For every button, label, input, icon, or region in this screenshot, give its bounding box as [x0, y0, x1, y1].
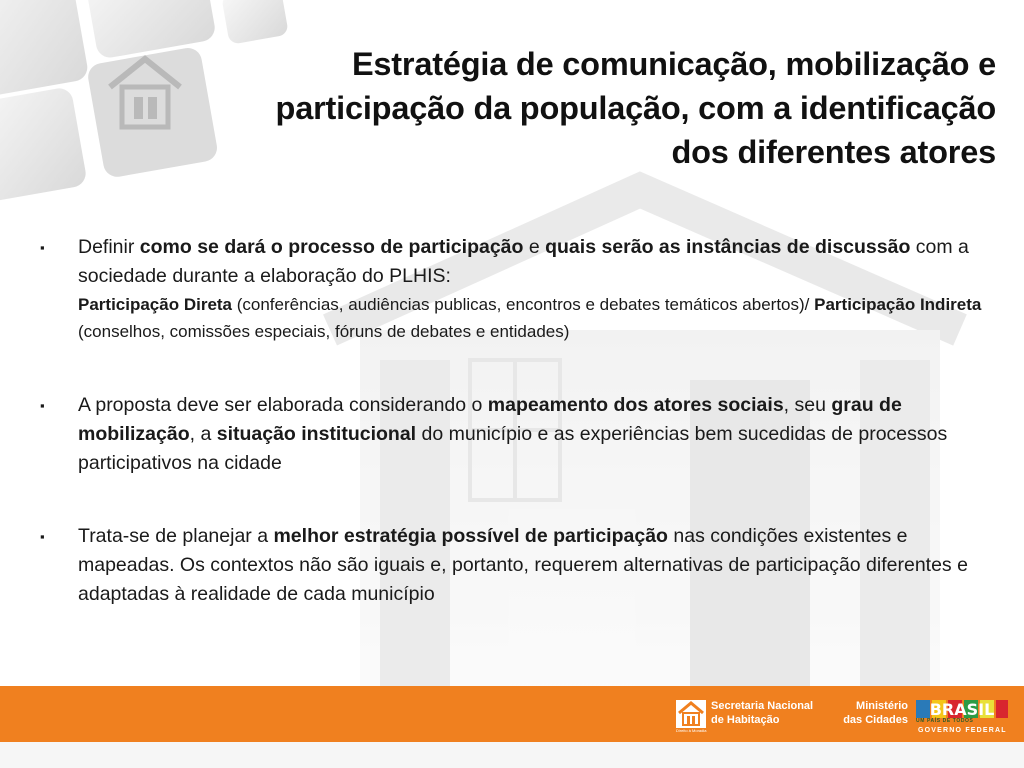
bullet-1-text-4: (conferências, audiências publicas, encontros e debates temáticos abertos)/ [232, 295, 815, 314]
bullet-2-text-3: , a [189, 423, 217, 445]
secretaria-house-icon [676, 700, 706, 728]
ministerio-line-1: Ministério [856, 700, 908, 712]
bullet-3-text-1: Trata-se de planejar a [78, 525, 274, 547]
secretaria-line-1: Secretaria Nacional [711, 700, 814, 712]
bullet-3-text-2: nas condições existentes e mapeadas. Os contextos não são iguais e, portanto, requerem alternativas de participação diferentes e adaptadas à realidade de cada município [78, 525, 968, 605]
sub-logo-text: Direito à Moradia [676, 728, 707, 733]
title-line-1: Estratégia de comunicação, mobilização e [351, 46, 996, 82]
bullet-2-bold-3: situação institucional [216, 423, 417, 445]
slide-title [96, 42, 996, 174]
bullet-1-text-2: e [523, 236, 546, 258]
bullet-1-text-5: (conselhos, comissões especiais, fóruns de debates e entidades) [78, 322, 570, 341]
bullet-3-bold-1: melhor estratégia possível de participação [273, 525, 668, 547]
brasil-logo-text: BRASIL [929, 700, 995, 719]
bullet-2-text-4: do município e as experiências bem sucedidas de processos participativos na cidade [78, 423, 948, 474]
bullet-item-2 [40, 391, 985, 478]
bullet-1-text-1: Definir [78, 236, 140, 258]
bullet-1-text-3: com a sociedade durante a elaboração do PLHIS: [78, 236, 969, 287]
secretaria-line-2: de Habitação [711, 714, 780, 726]
bullet-1-bold-2: quais serão as instâncias de discussão [545, 236, 911, 258]
bullet-1-detail [78, 291, 985, 345]
ministerio-line-2: das Cidades [843, 714, 908, 726]
bullet-1-bold-3: Participação Direta [78, 295, 233, 314]
governo-federal-label: GOVERNO FEDERAL [918, 727, 1007, 734]
title-line-3: dos diferentes atores [671, 134, 996, 170]
bullet-2-bold-1: mapeamento dos atores sociais [487, 394, 784, 416]
brasil-tagline: UM PAÍS DE TODOS [916, 718, 974, 724]
bullet-item-1 [40, 233, 985, 345]
bullet-marker: ▪ [40, 398, 45, 413]
bullet-item-3 [40, 522, 985, 609]
ministerio-label [842, 699, 908, 727]
secretaria-label [711, 699, 813, 727]
bullet-marker: ▪ [40, 529, 45, 544]
bullet-2-bold-2: grau de mobilização [78, 394, 902, 445]
bullet-list [40, 233, 985, 609]
bullet-2-text-1: A proposta deve ser elaborada considerando o [78, 394, 488, 416]
bullet-1-bold-4: Participação Indireta [814, 295, 982, 314]
bullet-marker: ▪ [40, 240, 45, 255]
bullet-2-text-2: , seu [783, 394, 832, 416]
bullet-1-bold-1: como se dará o processo de participação [139, 236, 524, 258]
footer-strip [0, 742, 1024, 768]
title-line-2: participação da população, com a identificação [275, 90, 996, 126]
